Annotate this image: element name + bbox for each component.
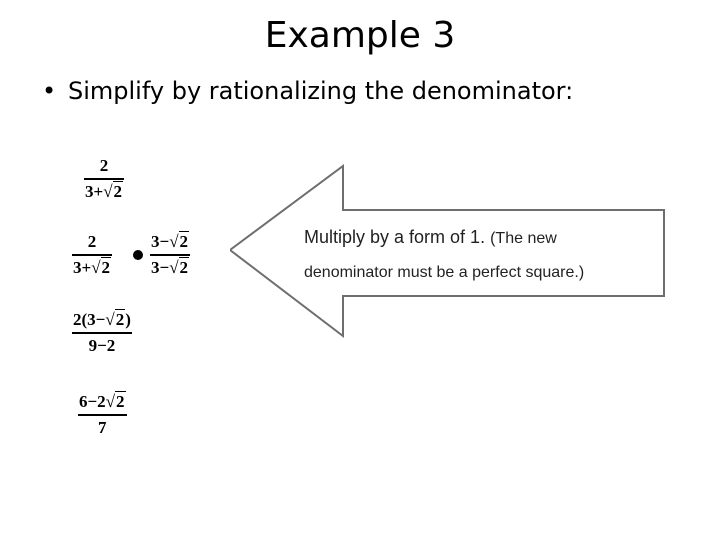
bullet-marker: •	[42, 77, 57, 105]
step4-fraction	[78, 392, 127, 438]
den-prefix: 3+	[85, 182, 104, 201]
step2-right-fraction	[150, 232, 190, 278]
step3-numerator	[72, 310, 132, 330]
num-prefix: 6−2	[79, 392, 106, 411]
bullet-text: Simplify by rationalizing the denominator:	[68, 77, 574, 105]
sqrt-symbol: √2	[169, 232, 189, 251]
step2-left-numerator: 2	[87, 232, 97, 251]
den-prefix: 3+	[73, 258, 92, 277]
step4-denominator: 7	[98, 418, 107, 437]
page-title: Example 3	[264, 15, 456, 56]
step3-fraction	[72, 310, 132, 356]
multiplication-dot	[133, 250, 143, 260]
num-prefix: 2(3−	[73, 310, 106, 329]
sqrt-symbol: √2	[105, 392, 125, 411]
step2-right-numerator	[150, 232, 190, 252]
step1-numerator: 2	[99, 156, 109, 175]
fraction-bar	[150, 254, 190, 256]
step4-numerator	[78, 392, 127, 412]
callout-line-1	[304, 220, 664, 256]
fraction-bar	[72, 254, 112, 256]
sqrt-symbol: √2	[105, 310, 125, 329]
step2-left-denominator	[72, 258, 112, 278]
sqrt-symbol: √2	[103, 182, 123, 201]
fraction-bar	[84, 178, 124, 180]
callout-aside-text: (The new	[490, 230, 557, 247]
step2-left-fraction	[72, 232, 112, 278]
num-prefix: 3−	[151, 232, 170, 251]
radicand: 2	[115, 310, 125, 329]
fraction-bar	[72, 332, 132, 334]
callout-text	[304, 220, 664, 290]
step1-denominator	[84, 182, 124, 202]
sqrt-symbol: √2	[91, 258, 111, 277]
radicand: 2	[179, 258, 189, 277]
num-suffix: )	[125, 310, 131, 329]
radicand: 2	[113, 182, 123, 201]
radicand: 2	[101, 258, 111, 277]
radicand: 2	[179, 232, 189, 251]
callout-main-text: Multiply by a form of 1.	[304, 227, 486, 247]
radicand: 2	[116, 392, 125, 411]
bullet-item	[42, 74, 573, 108]
step1-fraction	[84, 156, 124, 202]
step3-denominator: 9−2	[88, 336, 116, 355]
fraction-bar	[78, 414, 127, 416]
step2-right-denominator	[150, 258, 190, 278]
callout-line-2: denominator must be a perfect square.)	[304, 264, 585, 281]
sqrt-symbol: √2	[169, 258, 189, 277]
den-prefix: 3−	[151, 258, 170, 277]
